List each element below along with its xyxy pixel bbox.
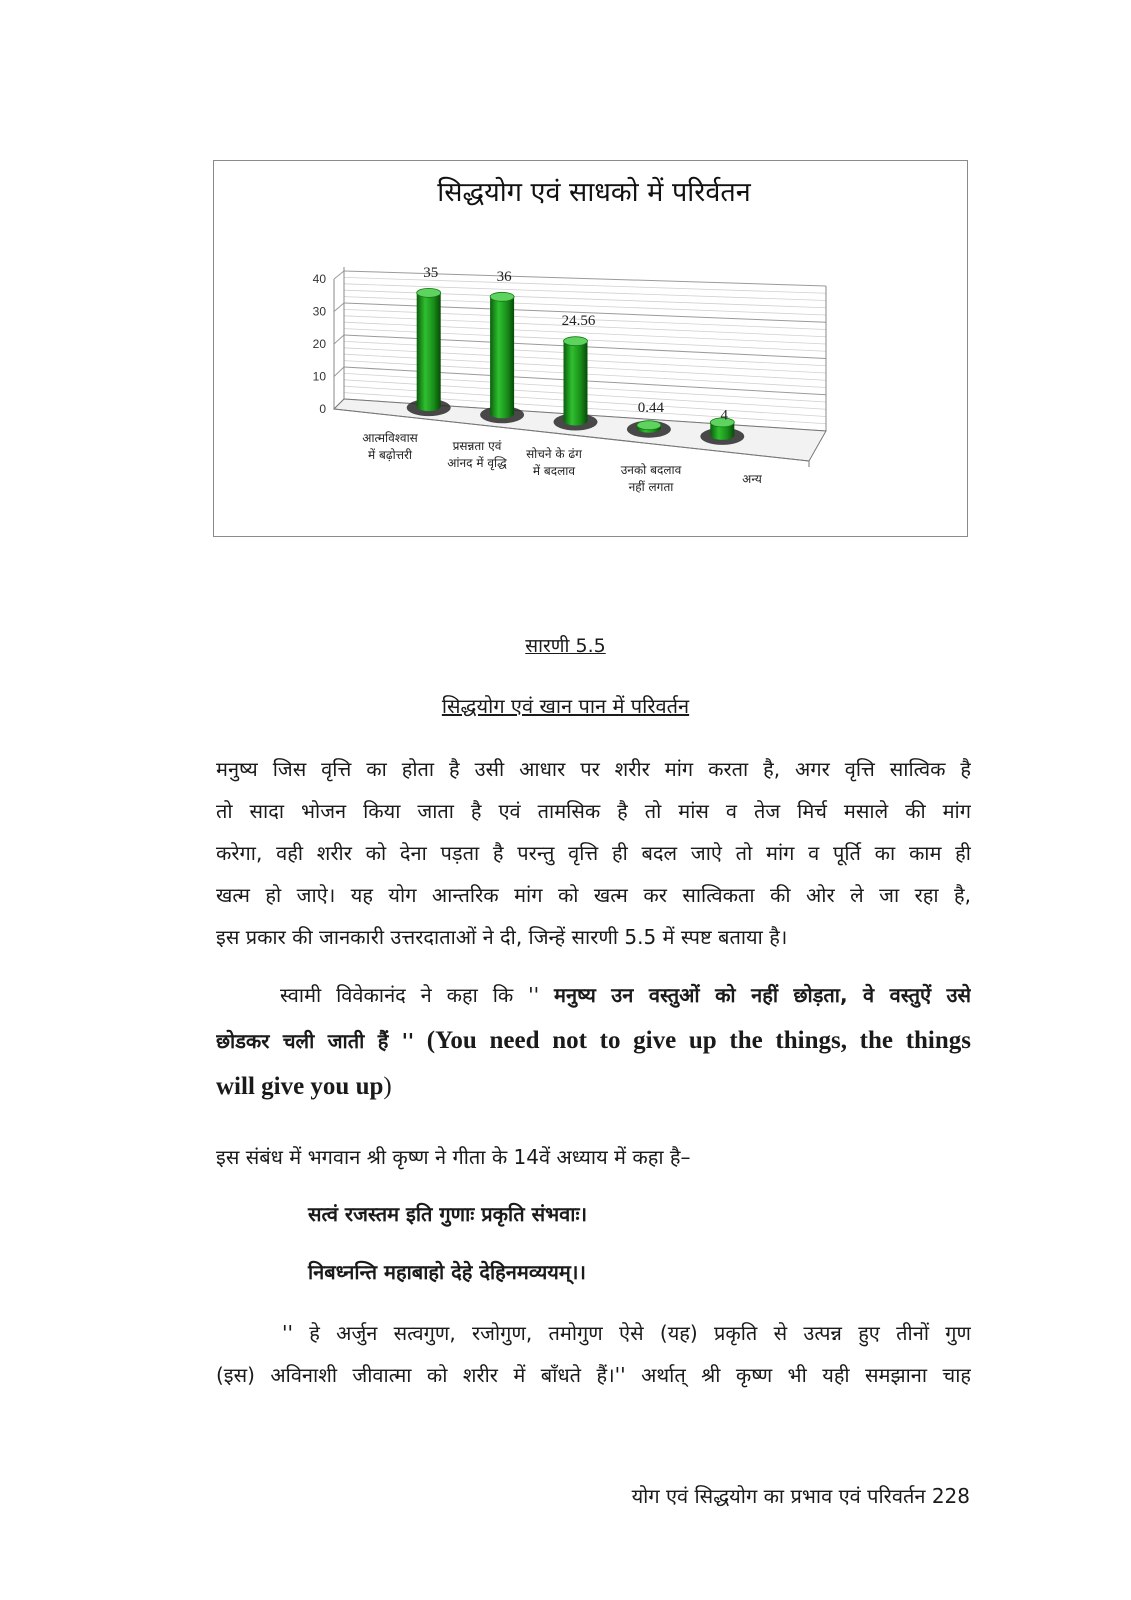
bar-top bbox=[490, 292, 514, 301]
category-label: सोचने के ढंग bbox=[526, 447, 582, 461]
paragraph-line: '' हे अर्जुन सत्वगुण, रजोगुण, तमोगुण ऐसे (यह) प्रकृति से उत्पन्न हुए तीनों गुण bbox=[282, 1321, 971, 1345]
quote-line-3 bbox=[216, 1064, 971, 1110]
paragraph-line: करेगा, वही शरीर को देना पड़ता है परन्तु वृत्ति ही बदल जाऐ तो मांग व पूर्ति का काम ही bbox=[216, 841, 971, 865]
y-tick-label: 0 bbox=[319, 402, 326, 416]
category-label: में बढ़ोत्तरी bbox=[367, 448, 413, 462]
quote-line-1 bbox=[216, 972, 971, 1018]
quote-english-close: ) bbox=[383, 1073, 392, 1100]
y-tick-label: 20 bbox=[312, 337, 326, 351]
chart-title: सिद्धयोग एवं साधको में परिर्वतन bbox=[437, 177, 751, 208]
y-axis-ticks bbox=[313, 272, 327, 416]
running-title: योग एवं सिद्धयोग का प्रभाव एवं परिवर्तन bbox=[631, 1484, 926, 1508]
category-label: नहीं लगता bbox=[628, 480, 674, 494]
paragraph-line: इस संबंध में भगवान श्री कृष्ण ने गीता के 14वें अध्याय में कहा है– bbox=[216, 1145, 691, 1169]
verse-line-1: सत्वं रजस्तम इति गुणाः प्रकृति संभवाः। bbox=[308, 1202, 588, 1226]
data-label: 0.44 bbox=[637, 400, 665, 417]
category-label: उनको बदलाव bbox=[620, 463, 682, 477]
data-label: 4 bbox=[720, 407, 729, 424]
bar bbox=[490, 297, 514, 419]
verse-explanation bbox=[216, 1312, 971, 1396]
bar-top bbox=[564, 337, 588, 346]
paragraph-line: (इस) अविनाशी जीवात्मा को शरीर में बाँधते हैं।'' अर्थात् श्री कृष्ण भी यही समझाना चाह bbox=[216, 1363, 971, 1387]
chart-frame bbox=[213, 160, 968, 537]
y-tick-label: 30 bbox=[312, 304, 326, 319]
category-label: आत्मविश्वास bbox=[362, 431, 418, 445]
bar-top bbox=[417, 288, 441, 297]
y-tick-label: 10 bbox=[312, 369, 326, 384]
category-label: अन्य bbox=[742, 472, 762, 486]
vivekananda-quote bbox=[216, 972, 971, 1110]
category-label: में बदलाव bbox=[532, 464, 576, 478]
paragraph-line: इस प्रकार की जानकारी उत्तरदाताओं ने दी, जिन्हें सारणी 5.5 में स्पष्ट बताया है। bbox=[216, 925, 788, 949]
data-label: 35 bbox=[423, 264, 439, 281]
category-label: प्रसन्नता एवं bbox=[452, 439, 502, 453]
quote-line-2 bbox=[216, 1018, 971, 1064]
bar-chart bbox=[214, 161, 969, 538]
quote-hindi-1: मनुष्य उन वस्तुओं को नहीं छोड़ता, वे वस्तुऐं उसे bbox=[554, 983, 971, 1007]
quote-english-1: (You need not to give up the things, the things bbox=[426, 1027, 971, 1054]
bar bbox=[417, 293, 441, 411]
paragraph-line: मनुष्य जिस वृत्ति का होता है उसी आधार पर शरीर मांग करता है, अगर वृत्ति सात्विक है bbox=[216, 757, 971, 781]
gridline bbox=[334, 271, 344, 279]
gita-intro bbox=[216, 1136, 971, 1178]
gridline bbox=[344, 268, 826, 286]
quote-intro: स्वामी विवेकानंद ने कहा कि '' bbox=[280, 983, 540, 1007]
gridline bbox=[334, 367, 344, 377]
bar-top bbox=[637, 421, 661, 430]
y-tick-label: 40 bbox=[312, 272, 326, 286]
data-label: 24.56 bbox=[561, 313, 596, 330]
paragraph-food-habits bbox=[216, 748, 971, 958]
category-label: आंनद में वृद्धि bbox=[447, 456, 507, 470]
gridline bbox=[334, 303, 344, 312]
gridline bbox=[334, 335, 344, 344]
page-number: 228 bbox=[931, 1484, 970, 1508]
quote-hindi-2: छोडकर चली जाती हैं '' bbox=[216, 1029, 414, 1053]
bar bbox=[564, 341, 588, 425]
paragraph-line: तो सादा भोजन किया जाता है एवं तामसिक है तो मांस व तेज मिर्च मसाले की मांग bbox=[216, 799, 971, 823]
gridline-minor bbox=[344, 277, 826, 293]
table-number: सारणी 5.5 bbox=[525, 635, 606, 657]
page-footer bbox=[632, 1482, 970, 1509]
gridline-minor bbox=[344, 284, 826, 301]
section-title: सिद्धयोग एवं खान पान में परिवर्तन bbox=[441, 694, 690, 718]
paragraph-line: खत्म हो जाऐ। यह योग आन्तरिक मांग को खत्म कर सात्विकता की ओर ले जा रहा है, bbox=[216, 883, 971, 907]
data-label: 36 bbox=[496, 268, 512, 285]
verse-line-2: निबध्नन्ति महाबाहो देहे देहिनमव्ययम्।। bbox=[308, 1260, 586, 1284]
quote-english-2: will give you up bbox=[216, 1073, 384, 1100]
